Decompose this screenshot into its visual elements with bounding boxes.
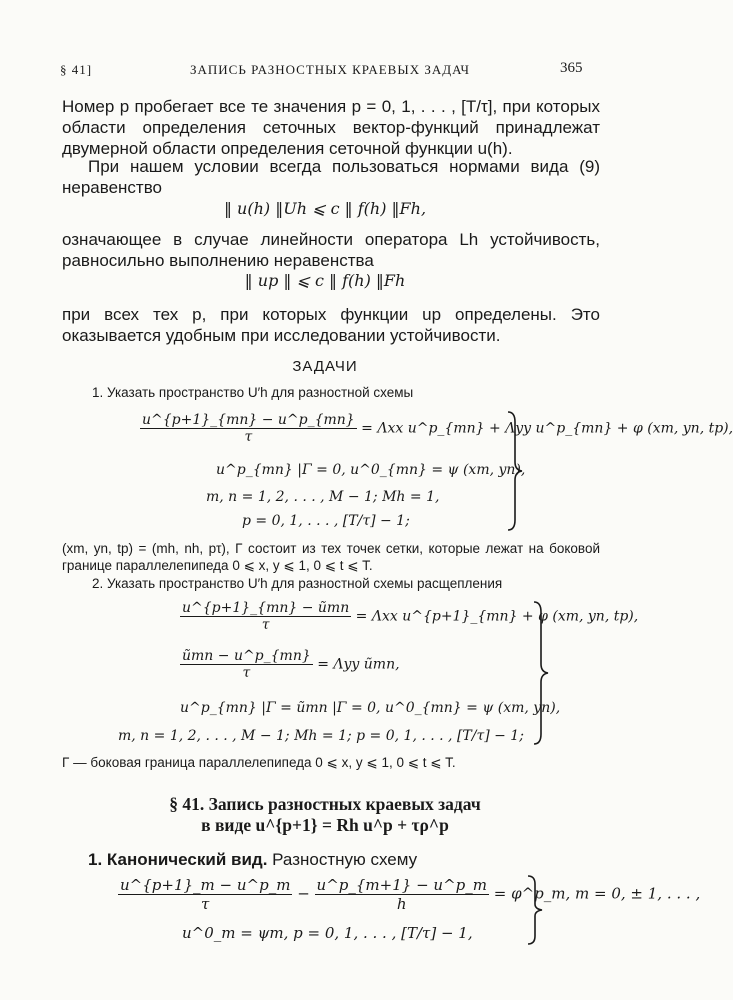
inequality-1: ‖ u(h) ‖Uh ⩽ c ‖ f(h) ‖Fh, bbox=[223, 199, 427, 218]
final-fraction-1-denominator: τ bbox=[201, 895, 210, 913]
subsection-text: Разностную схему bbox=[272, 850, 418, 869]
task-2-fraction-1-denominator: τ bbox=[261, 617, 270, 633]
subsection-title: 1. Канонический вид. bbox=[88, 850, 268, 869]
final-fraction-2-numerator: u^p_{m+1} − u^p_m bbox=[316, 876, 487, 894]
final-rhs: = φ^p_m, m = 0, ± 1, . . . , bbox=[493, 884, 701, 903]
task-1-equation-line-3: m, n = 1, 2, . . . , M − 1; Mh = 1, bbox=[206, 489, 440, 505]
task-1-note: (xm, yn, tp) = (mh, nh, pτ), Γ состоит из тех точек сетки, которые лежат на боковой границе параллелепипеда 0 ⩽ x, y ⩽ 1, 0 ⩽ t ⩽ T. bbox=[62, 541, 600, 573]
task-2-equation-line-2 bbox=[180, 648, 400, 681]
final-fraction-2-denominator: h bbox=[396, 895, 407, 913]
section-ref: § 41] bbox=[60, 62, 93, 77]
task-1-right-brace bbox=[506, 410, 526, 532]
task-1-intro: 1. Указать пространство U′h для разностной схемы bbox=[92, 385, 414, 400]
tasks-heading: ЗАДАЧИ bbox=[292, 358, 358, 375]
task-2-intro: 2. Указать пространство U′h для разностной схемы расщепления bbox=[92, 576, 503, 591]
section-41-heading: § 41. Запись разностных краевых задач bbox=[169, 794, 481, 814]
paragraph-3: означающее в случае линейности оператора Lh устойчивость, равносильно выполнению неравенства bbox=[62, 230, 600, 270]
final-right-brace bbox=[526, 874, 546, 946]
paragraph-4: при всех тех p, при которых функции up определены. Это оказывается удобным при исследовании устойчивости. bbox=[62, 305, 600, 345]
inequality-2: ‖ up ‖ ⩽ c ‖ f(h) ‖Fh bbox=[244, 271, 406, 290]
subsection-line bbox=[88, 850, 417, 870]
section-41-subheading: в виде u^{p+1} = Rh u^p + τρ^p bbox=[201, 815, 449, 835]
task-2-equation-line-3: u^p_{mn} |Γ = ũmn |Γ = 0, u^0_{mn} = ψ (xm, yn), bbox=[180, 700, 561, 716]
final-equation-line-1: $\frac{u\^{}\{p+1\}\_m - u\^{}p\_m}{\tau}$ − $\frac{u\^{}p\_\{m+1\} - u\^{}p\_m}{h}$ = φ^p_m, m = 0, ± 1, . . . , bbox=[120, 876, 701, 913]
task-2-equation-line-4: m, n = 1, 2, . . . , M − 1; Mh = 1; p = 0, 1, . . . , [T/τ] − 1; bbox=[118, 728, 524, 744]
task-1-equation-line-4: p = 0, 1, . . . , [T/τ] − 1; bbox=[242, 513, 410, 529]
task-1-fraction-denominator: τ bbox=[244, 429, 253, 445]
paragraph-1: Номер p пробегает все те значения p = 0, 1, . . . , [T/τ], при которых области определения сеточных вектор-функций принадлежат двумерной области определения сеточной функции u(h). bbox=[62, 97, 600, 158]
task-2-rhs-1: = Λxx u^{p+1}_{mn} + φ (xm, yn, tp), bbox=[355, 608, 639, 625]
task-1-equation-line-2: u^p_{mn} |Γ = 0, u^0_{mn} = ψ (xm, yn), bbox=[216, 462, 526, 478]
task-2-fraction-2-numerator: ũmn − u^p_{mn} bbox=[182, 648, 311, 664]
final-fraction-1-numerator: u^{p+1}_m − u^p_m bbox=[120, 876, 291, 894]
task-1-fraction-numerator: u^{p+1}_{mn} − u^p_{mn} bbox=[142, 412, 355, 428]
page-number: 365 bbox=[560, 60, 583, 76]
task-2-equation-line-1 bbox=[180, 600, 638, 633]
task-2-right-brace bbox=[532, 600, 552, 746]
task-2-rhs-2: = Λyy ũmn, bbox=[317, 656, 400, 673]
running-title: ЗАПИСЬ РАЗНОСТНЫХ КРАЕВЫХ ЗАДАЧ bbox=[190, 62, 470, 77]
task-2-fraction-2-denominator: τ bbox=[242, 665, 251, 681]
task-1-rhs: = Λxx u^p_{mn} + Λyy u^p_{mn} + φ (xm, yn, tp), bbox=[361, 420, 733, 437]
task-1-equation-line-1 bbox=[140, 412, 733, 445]
paragraph-2: При нашем условии всегда пользоваться нормами вида (9) неравенство bbox=[62, 157, 600, 197]
task-2-note: Γ — боковая граница параллелепипеда 0 ⩽ x, y ⩽ 1, 0 ⩽ t ⩽ T. bbox=[62, 755, 456, 770]
final-equation-line-2: u^0_m = ψm, p = 0, 1, . . . , [T/τ] − 1, bbox=[182, 924, 473, 942]
task-2-fraction-1-numerator: u^{p+1}_{mn} − ũmn bbox=[182, 600, 350, 616]
